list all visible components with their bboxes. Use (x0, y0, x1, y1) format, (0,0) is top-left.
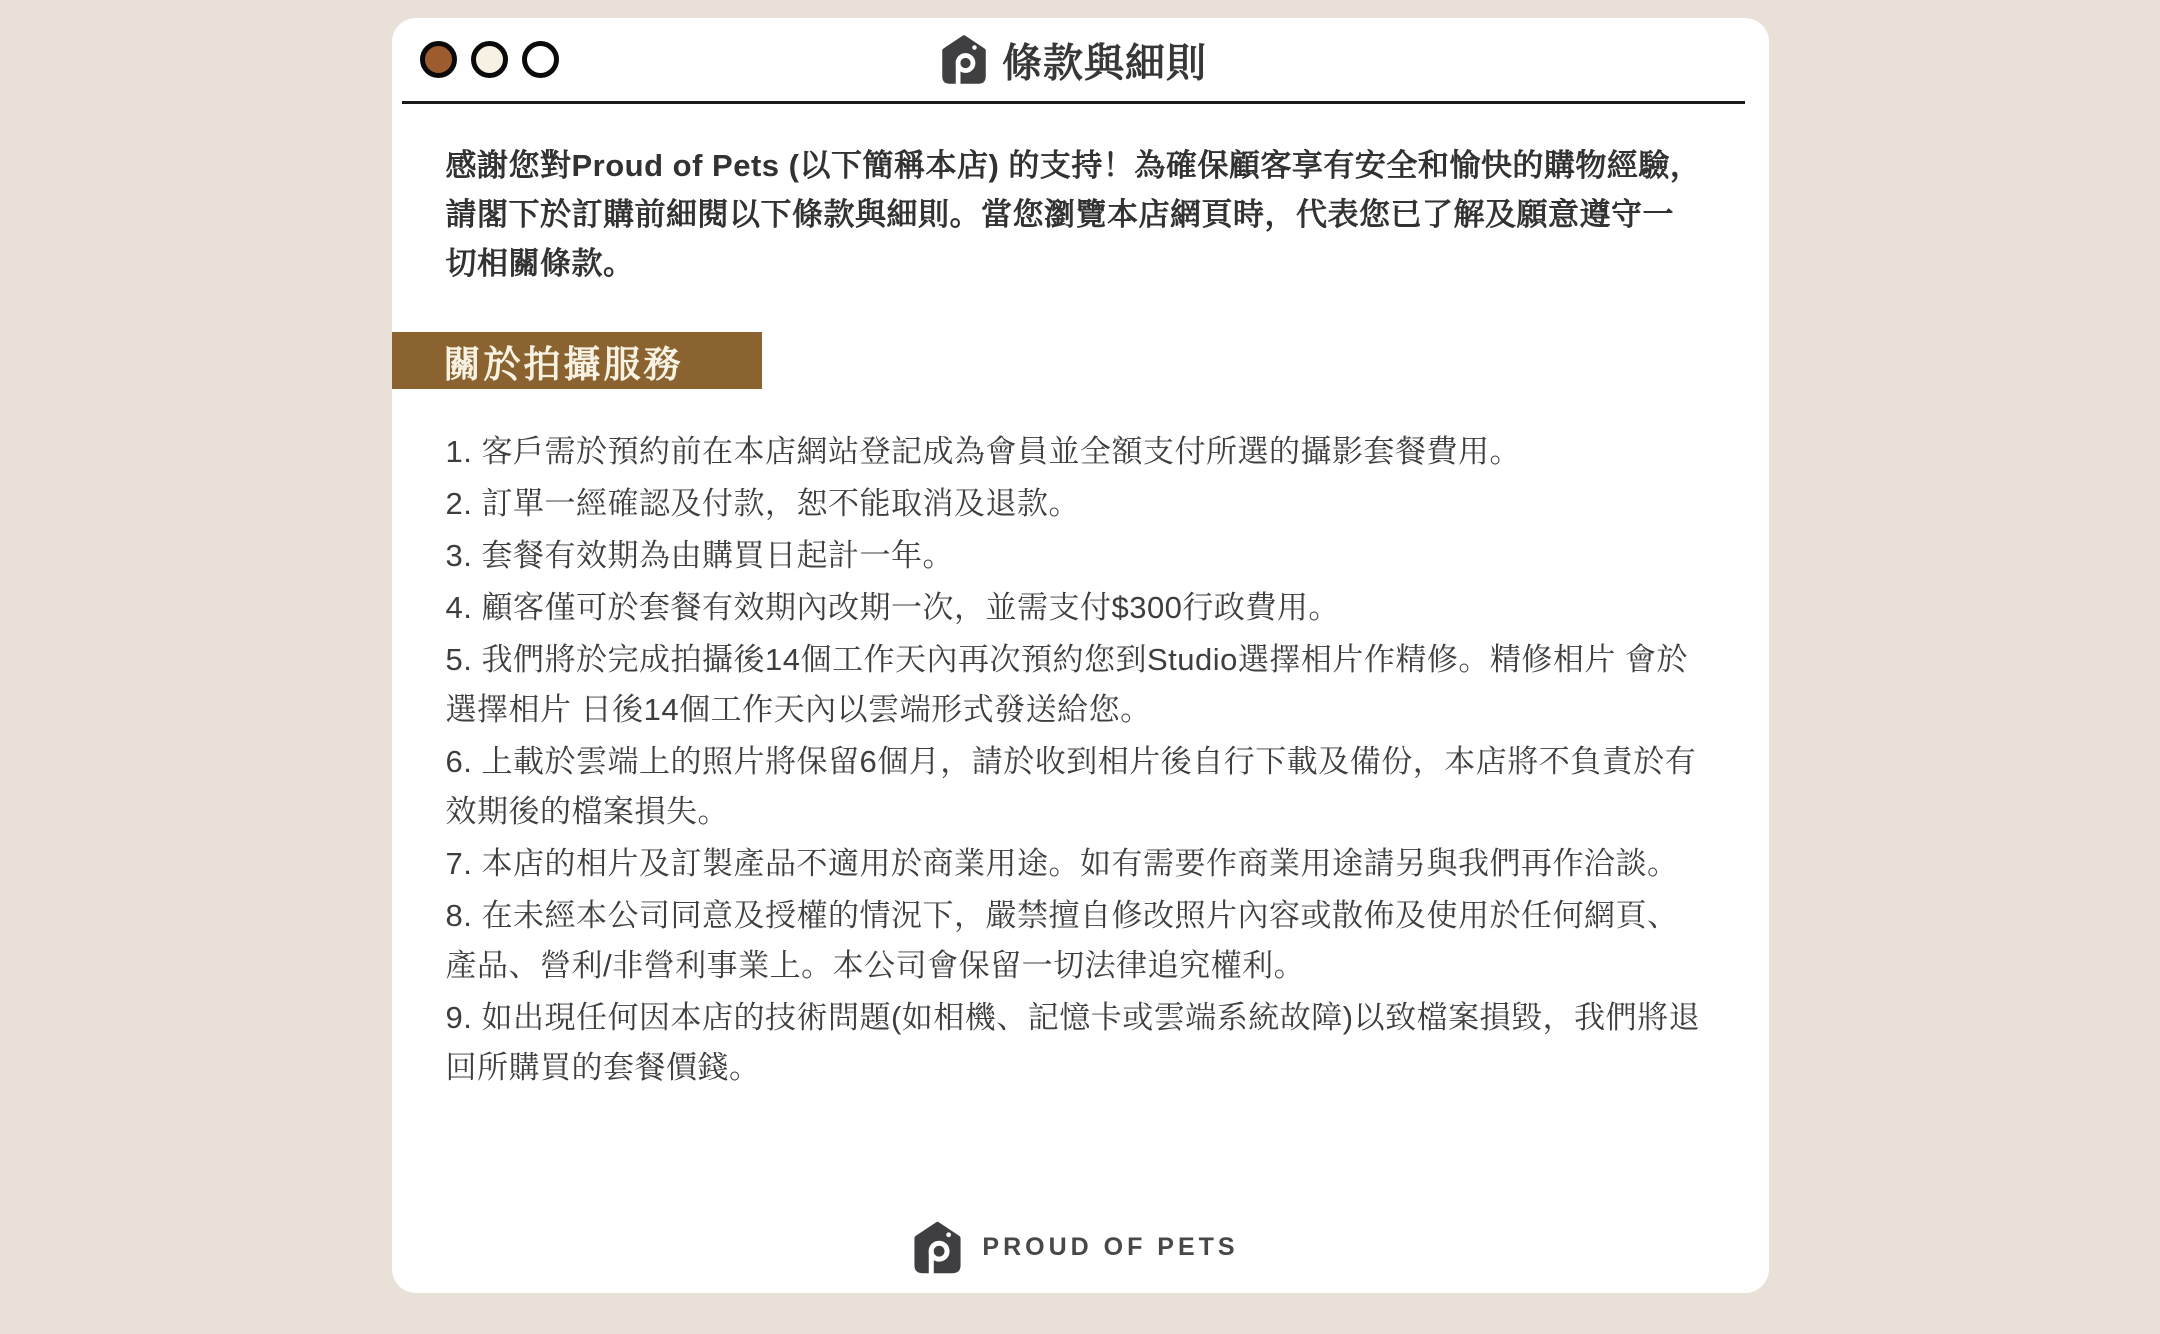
intro-paragraph: 感謝您對Proud of Pets (以下簡稱本店) 的支持！為確保顧客享有安全和愉快的購物經驗，請閣下於訂購前細閱以下條款與細則。當您瀏覽本店網頁時，代表您已了解及願意遵守一切相關條款。 (445, 148, 1702, 281)
terms-item-4: 4. 顧客僅可於套餐有效期內改期一次，並需支付$300行政費用。 (445, 590, 1340, 625)
proud-of-pets-logo-icon (939, 35, 989, 85)
terms-card (392, 18, 1769, 1293)
terms-item-9: 9. 如出現任何因本店的技術問題(如相機、記憶卡或雲端系統故障)以致檔案損毀，我們將退回所購買的套餐價錢。 (445, 1000, 1701, 1085)
section-heading-badge: 關於拍攝服務 (392, 332, 762, 389)
terms-item-5: 5. 我們將於完成拍攝後14個工作天內再次預約您到Studio選擇相片作精修。精修相片 會於 選擇相片 日後14個工作天內以雲端形式發送給您。 (445, 642, 1688, 727)
title-group (939, 31, 1207, 88)
brand-name: PROUD OF PETS (982, 1233, 1239, 1261)
proud-of-pets-footer-logo-icon (911, 1221, 964, 1274)
terms-item-3: 3. 套餐有效期為由購買日起計一年。 (445, 538, 954, 573)
terms-content (392, 141, 1769, 1274)
window-control-dot-white[interactable] (522, 41, 559, 78)
page-background (0, 18, 2160, 1334)
window-control-dot-cream[interactable] (471, 41, 508, 78)
window-controls (420, 41, 559, 78)
terms-item-7: 7. 本店的相片及訂製產品不適用於商業用途。如有需要作商業用途請另與我們再作洽談。 (445, 846, 1679, 881)
card-header (402, 18, 1745, 104)
window-control-dot-brown[interactable] (420, 41, 457, 78)
page-title: 條款與細則 (1002, 41, 1207, 85)
terms-item-1: 1. 客戶需於預約前在本店網站登記成為會員並全額支付所選的攝影套餐費用。 (445, 434, 1521, 469)
terms-item-8: 8. 在未經本公司同意及授權的情況下，嚴禁擅自修改照片內容或散佈及使用於任何網頁、產品、營利/非營利事業上。本公司會保留一切法律追究權利。 (445, 898, 1679, 983)
terms-list (446, 427, 1705, 1093)
terms-item-2: 2. 訂單一經確認及付款，恕不能取消及退款。 (445, 486, 1080, 521)
terms-item-6: 6. 上載於雲端上的照片將保留6個月，請於收到相片後自行下載及備份，本店將不負責於有效期後的檔案損失。 (445, 744, 1697, 829)
brand-footer (446, 1221, 1705, 1274)
